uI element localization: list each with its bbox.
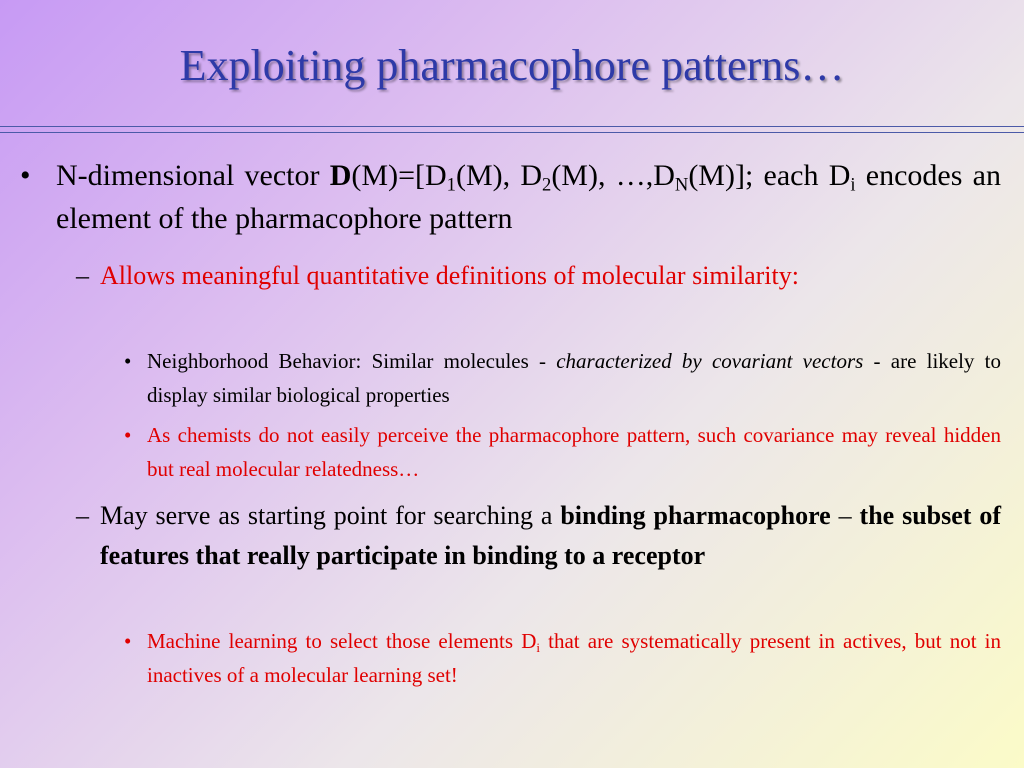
bullet-marker: •	[124, 629, 132, 653]
subbullet-binding-pharmacophore: May serve as starting point for searching a binding pharmacophore – the subset of features that really participate in binding to a receptor	[100, 501, 1002, 570]
subsubbullet-machine-learning: Machine learning to select those elements $D_i$ that are systematically present in actives, but not in inactives of a molecular learning set!	[147, 629, 1001, 687]
slide-title: Exploiting pharmacophore patterns…	[179, 41, 845, 90]
subsubbullet-covariance: As chemists do not easily perceive the pharmacophore pattern, such covariance may reveal hidden but real molecular relatedness…	[147, 423, 1001, 481]
bullet-marker: •	[20, 159, 31, 192]
bullet-vector-definition: N-dimensional vector $D(M)=[D_1(M)$, $D_2(M)$, $\dots,D_N(M)$]; each $D_i$ encodes an element of the pharmacophore pattern	[56, 159, 1001, 235]
bullet-marker: •	[124, 349, 132, 373]
title-divider	[0, 126, 1024, 133]
bullet-marker: •	[124, 423, 132, 447]
dash-marker: –	[76, 261, 89, 290]
subbullet-similarity: Allows meaningful quantitative definitions of molecular similarity:	[100, 261, 799, 290]
dash-marker: –	[76, 501, 89, 530]
subsubbullet-neighborhood-behavior: Neighborhood Behavior: Similar molecules - characterized by covariant vectors - are likely to display similar biological properties	[147, 349, 1001, 407]
